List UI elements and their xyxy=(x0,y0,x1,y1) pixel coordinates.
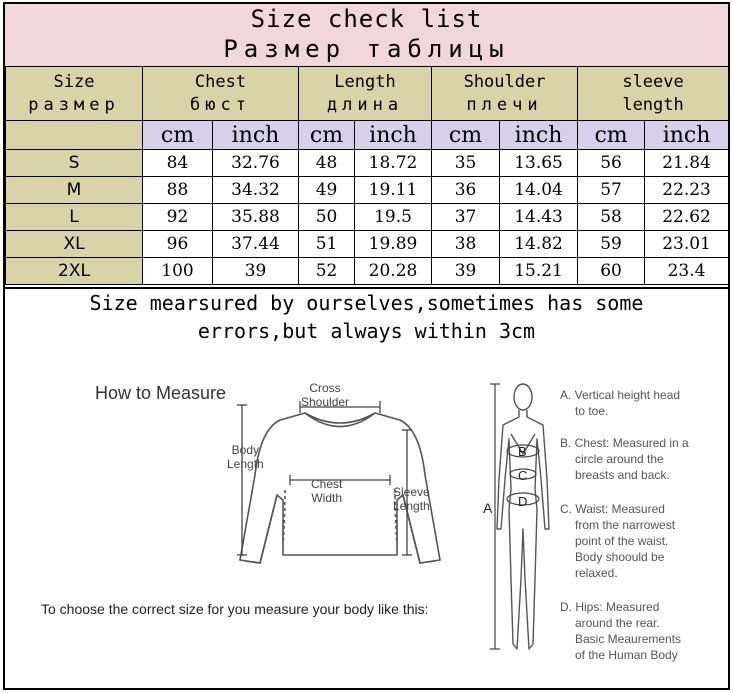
size-label: L xyxy=(6,204,143,231)
length-cm: 50 xyxy=(299,204,355,231)
figure-letter-d: D xyxy=(518,494,528,509)
chest-cm: 88 xyxy=(143,177,213,204)
chest-inch: 37.44 xyxy=(213,231,299,258)
sleeve-cm: 58 xyxy=(578,204,645,231)
sleeve-cm: 59 xyxy=(578,231,645,258)
sleeve-cm: 60 xyxy=(578,258,645,285)
table-row xyxy=(6,204,729,231)
length-cm: 51 xyxy=(299,231,355,258)
length-inch: 19.11 xyxy=(355,177,432,204)
length-cm: 49 xyxy=(299,177,355,204)
unit-cm: cm xyxy=(578,121,645,150)
measurement-note xyxy=(5,287,728,347)
figure-letter-c: C xyxy=(518,468,528,483)
unit-spacer xyxy=(6,121,143,150)
sleeve-inch: 23.4 xyxy=(645,258,729,285)
chest-cm: 96 xyxy=(143,231,213,258)
header-shoulder: Shoulder плечи xyxy=(432,67,578,121)
chest-inch: 39 xyxy=(213,258,299,285)
measure-instruction: To choose the correct size for you measure your body like this: xyxy=(41,601,429,617)
sleeve-inch: 23.01 xyxy=(645,231,729,258)
description-c: C. Waist: Measured from the narrowest point of the waist. Body shoould be relaxed. xyxy=(560,502,676,580)
table-row xyxy=(6,231,729,258)
figure-letter-a: A xyxy=(483,500,493,516)
sleeve-length-label: Sleeve Length xyxy=(393,485,430,513)
chest-width-label: Chest Width xyxy=(311,477,343,505)
shoulder-inch: 14.82 xyxy=(500,231,578,258)
size-table xyxy=(5,66,729,285)
body-length-label: Body Length xyxy=(227,443,264,471)
title-banner xyxy=(5,4,728,68)
shoulder-cm: 35 xyxy=(432,150,500,177)
shoulder-inch: 14.43 xyxy=(500,204,578,231)
header-chest: Chest бюст xyxy=(143,67,299,121)
shoulder-cm: 37 xyxy=(432,204,500,231)
length-inch: 18.72 xyxy=(355,150,432,177)
table-row xyxy=(6,150,729,177)
shoulder-inch: 15.21 xyxy=(500,258,578,285)
length-inch: 19.89 xyxy=(355,231,432,258)
header-sleeve: sleeve length xyxy=(578,67,729,121)
size-label: 2XL xyxy=(6,258,143,285)
shoulder-inch: 13.65 xyxy=(500,150,578,177)
shoulder-cm: 38 xyxy=(432,231,500,258)
title-russian: Размер таблицы xyxy=(223,35,510,63)
how-to-measure-heading: How to Measure xyxy=(95,383,227,403)
header-length: Length длина xyxy=(299,67,432,121)
sleeve-cm: 56 xyxy=(578,150,645,177)
shoulder-cm: 36 xyxy=(432,177,500,204)
length-inch: 19.5 xyxy=(355,204,432,231)
description-d: D. Hips: Measured around the rear. Basic Meaurements of the Human Body xyxy=(560,600,682,662)
size-label: XL xyxy=(6,231,143,258)
how-to-measure-panel xyxy=(5,345,728,688)
length-cm: 52 xyxy=(299,258,355,285)
note-line-1: Size mearsured by ourselves,sometimes has some xyxy=(89,291,644,315)
size-label: M xyxy=(6,177,143,204)
shoulder-inch: 14.04 xyxy=(500,177,578,204)
unit-inch: inch xyxy=(645,121,729,150)
figure-letter-b: B xyxy=(518,444,527,459)
length-cm: 48 xyxy=(299,150,355,177)
sleeve-cm: 57 xyxy=(578,177,645,204)
chest-inch: 35.88 xyxy=(213,204,299,231)
shoulder-cm: 39 xyxy=(432,258,500,285)
body-figure-diagram xyxy=(475,379,555,679)
unit-cm: cm xyxy=(143,121,213,150)
length-inch: 20.28 xyxy=(355,258,432,285)
size-label: S xyxy=(6,150,143,177)
description-a: A. Vertical height head to toe. xyxy=(560,388,681,418)
sleeve-inch: 21.84 xyxy=(645,150,729,177)
note-line-2: errors,but always within 3cm xyxy=(197,319,536,343)
table-row xyxy=(6,177,729,204)
chest-cm: 84 xyxy=(143,150,213,177)
chest-cm: 92 xyxy=(143,204,213,231)
description-b: B. Chest: Measured in a circle around the breasts and back. xyxy=(560,436,689,482)
size-chart xyxy=(3,2,730,690)
table-row xyxy=(6,258,729,285)
sleeve-inch: 22.62 xyxy=(645,204,729,231)
unit-inch: inch xyxy=(500,121,578,150)
unit-inch: inch xyxy=(213,121,299,150)
title-english: Size check list xyxy=(250,5,483,33)
unit-cm: cm xyxy=(299,121,355,150)
header-size: Size размер xyxy=(6,67,143,121)
cross-shoulder-label: Cross Shoulder xyxy=(301,381,350,409)
unit-cm: cm xyxy=(432,121,500,150)
sleeve-inch: 22.23 xyxy=(645,177,729,204)
unit-inch: inch xyxy=(355,121,432,150)
chest-cm: 100 xyxy=(143,258,213,285)
chest-inch: 32.76 xyxy=(213,150,299,177)
chest-inch: 34.32 xyxy=(213,177,299,204)
